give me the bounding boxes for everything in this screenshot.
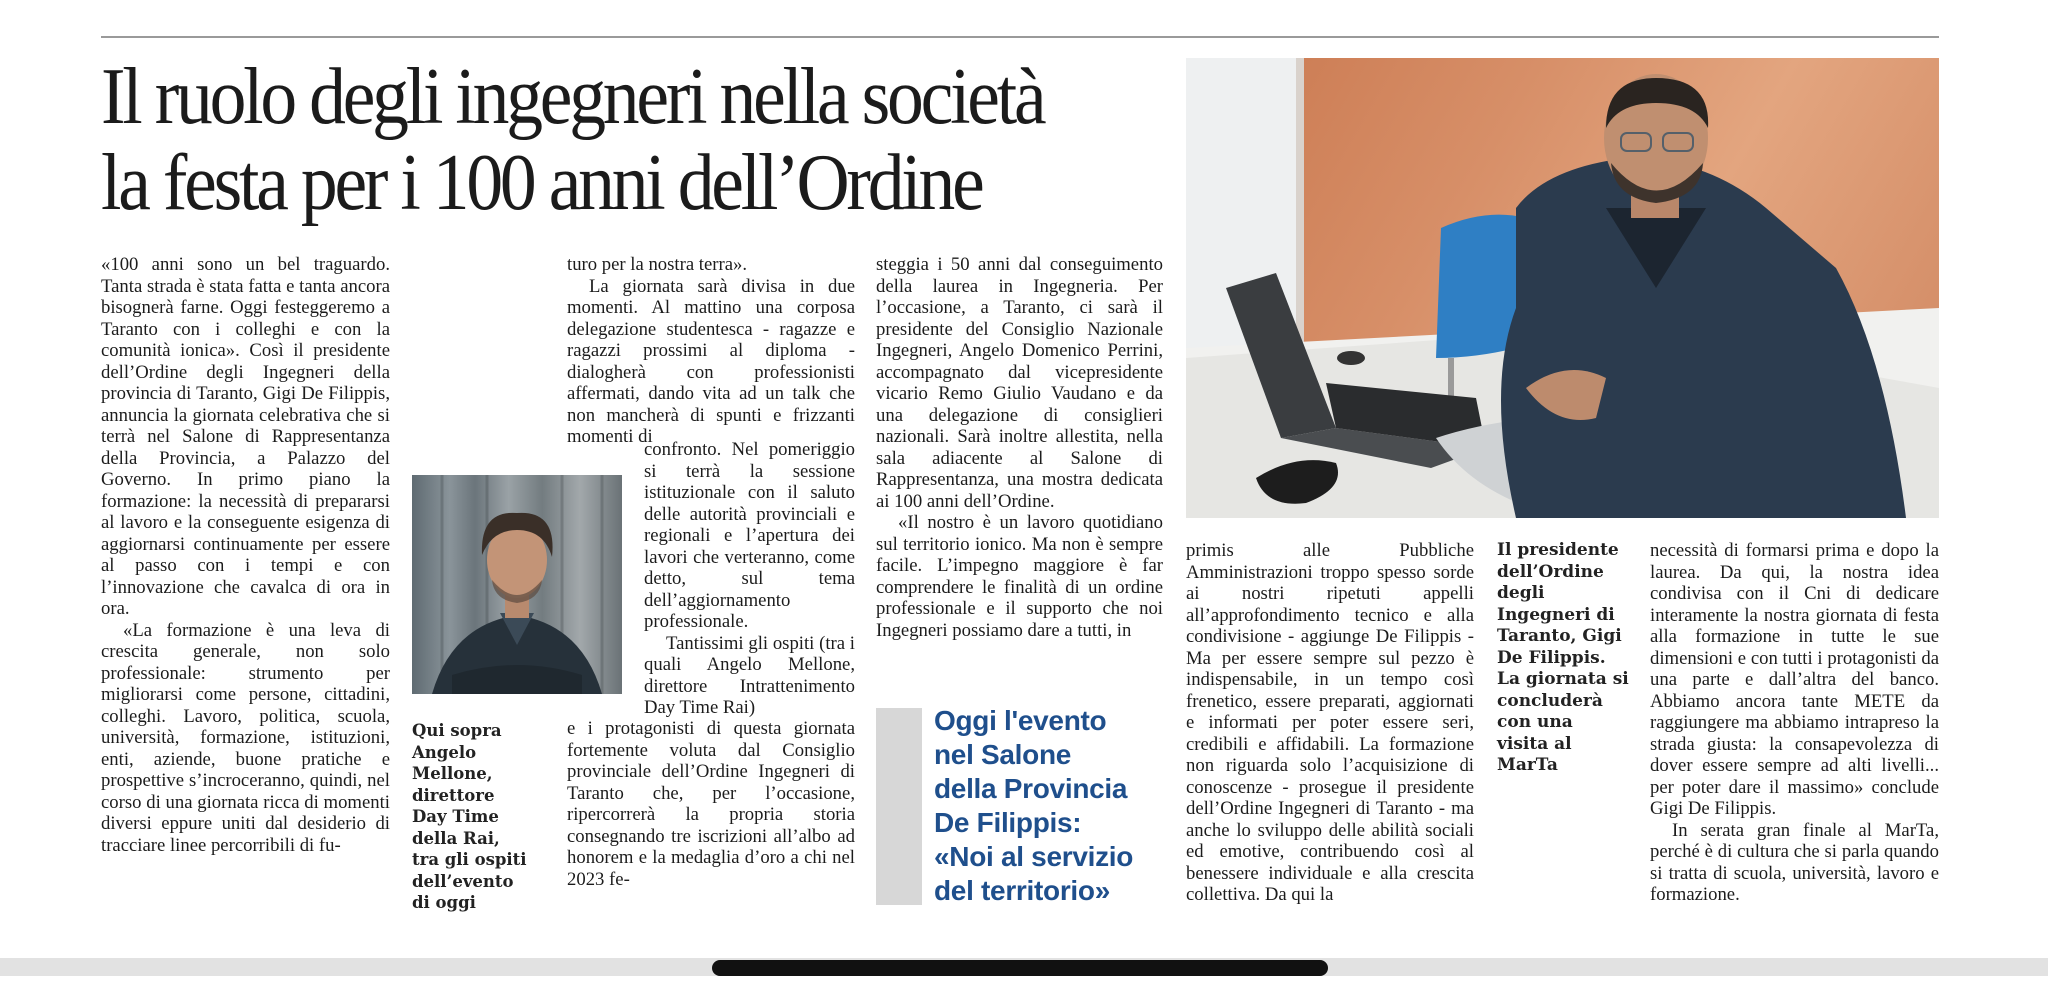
article-column-3: [876, 254, 1163, 641]
paragraph: «100 anni sono un bel traguardo. Tanta strada è stata fatta e tanta ancora bisognerà farne. Oggi festeggeremo a Taranto con i colleghi e con la comunità ionica». Così il presidente dell’Ordine degli Ingegneri della provincia di Taranto, Gigi De Filippis, annuncia la giornata celebrativa che si terrà nel Salone di Rappresentanza della Provincia, a Palazzo del Governo. In primo piano la formazione: la necessità di prepararsi al lavoro e la conseguente esigenza di aggiornarsi continuamente per essere al passo con i tempi e con l’innovazione che cavalca di ora in ora.: [101, 254, 390, 619]
article-column-4: [1186, 540, 1474, 906]
article-column-2-top: [567, 254, 855, 448]
pullquote-line: «Noi al servizio: [934, 841, 1134, 872]
pullquote-line: Oggi l'evento: [934, 705, 1107, 736]
photo-angelo-mellone: [412, 475, 622, 694]
pullquote-line: De Filippis:: [934, 807, 1082, 838]
pullquote-line: del territorio»: [934, 875, 1110, 906]
photo-gigi-de-filippis: [1186, 58, 1939, 518]
caption-photo-small: Qui sopra Angelo Mellone, direttore Day Time della Rai, tra gli ospiti dell’evento di oggi: [412, 721, 527, 912]
paragraph: In serata gran finale al MarTa, perché è di cultura che si parla quando si tratta di scuola, università, lavoro e formazione.: [1650, 819, 1939, 905]
article-column-2-middle: [644, 439, 855, 719]
paragraph: turo per la nostra terra».: [567, 254, 748, 275]
headline-line-1: Il ruolo degli ingegneri nella società: [101, 53, 1044, 141]
portrait-illustration: [412, 475, 622, 694]
top-rule: [101, 36, 1939, 38]
paragraph: necessità di formarsi prima e dopo la laurea. Da qui, la nostra idea condivisa con il Cni di dedicare interamente la nostra giornata di festa alla formazione in tutte le sue dimensioni e con tutti i protagonisti da una parte e dall’altra del banco. Abbiamo ancora tante METE da raggiungere ma abbiamo intrapreso la strada giusta: la consapevolezza di dover essere sempre ad alti livelli... per poter dare il massimo» conclude Gigi De Filippis.: [1650, 540, 1939, 819]
article-column-1: [101, 254, 390, 856]
office-photo-illustration: [1186, 58, 1939, 518]
headline-line-2: la festa per i 100 anni dell’Ordine: [101, 139, 982, 227]
pullquote-line: della Provincia: [934, 773, 1128, 804]
paragraph: «Il nostro è un lavoro quotidiano sul territorio ionico. Ma non è sempre facile. L’impegno maggiore è far comprendere le finalità di un ordine professionale e il supporto che noi Ingegneri possiamo dare a tutti, in: [876, 512, 1163, 641]
paragraph: e i protagonisti di questa giornata fortemente voluta dal Consiglio provinciale dell’Ordine Ingegneri di Taranto che, per l’occasione, ripercorrerà la propria storia consegnando tre iscrizioni all’albo ad honorem e la medaglia d’oro a chi nel 2023 fe-: [567, 718, 855, 890]
paragraph: La giornata sarà divisa in due momenti. Al mattino una corposa delegazione studentesca - ragazze e ragazzi prossimi al diploma - dialogherà con professionisti affermati, dando vita ad un talk che non mancherà di spunti e frizzanti momenti di: [567, 275, 855, 447]
headline: [101, 54, 1095, 226]
paragraph: primis alle Pubbliche Amministrazioni troppo spesso sorde ai nostri ripetuti appelli all’approfondimento tecnico e alla condivisione - aggiunge De Filippis - Ma per essere sempre sul pezzo è indispensabile, in un tempo così frenetico, essere preparati, aggiornati e informati per poter essere seri, credibili e affidabili. La formazione non riguarda solo l’acquisizione di conoscenze - prosegue il presidente dell’Ordine Ingegneri di Taranto - ma anche lo sviluppo delle abilità sociali ed emotive, contribuendo così al benessere individuale e alla crescita collettiva. Da qui la: [1186, 540, 1474, 905]
paragraph: confronto. Nel pomeriggio si terrà la sessione istituzionale con il saluto delle autorità provinciali e regionali e l’apertura dei lavori che verteranno, come detto, sul tema dell’aggiornamento professionale.: [644, 439, 855, 632]
article-column-2-bottom: [567, 718, 855, 890]
paragraph: Tantissimi gli ospiti (tra i quali Angelo Mellone, direttore Intrattenimento Day Time Rai): [644, 632, 855, 718]
paragraph: steggia i 50 anni dal conseguimento della laurea in Ingegneria. Per l’occasione, a Taranto, ci sarà il presidente del Consiglio Nazionale Ingegneri, Angelo Domenico Perrini, accompagnato dal vicepresidente vicario Remo Giulio Vaudano e da una delegazione di consiglieri nazionali. Sarà inoltre allestita, nella sala adiacente al Salone di Rappresentanza, una mostra dedicata ai 100 anni dell’Ordine.: [876, 254, 1163, 512]
pullquote-line: nel Salone: [934, 739, 1072, 770]
horizontal-scrollbar-thumb[interactable]: [712, 960, 1328, 976]
caption-photo-big: Il presidente dell’Ordine degli Ingegneri di Taranto, Gigi De Filippis. La giornata si concluderà con una visita al MarTa: [1497, 540, 1629, 775]
pullquote-bar: [876, 708, 922, 905]
pullquote: [934, 704, 1174, 908]
paragraph: «La formazione è una leva di crescita generale, non solo professionale: strumento per migliorarsi come persone, cittadini, colleghi. Lavoro, politica, scuola, università, formazione, istituzioni, enti, aziende, buone pratiche e prospettive s’incroceranno, quindi, nel corso di una giornata ricca di momenti diversi eppure uniti dal desiderio di tracciare linee percorribili di fu-: [101, 619, 390, 856]
article-column-5: [1650, 540, 1939, 906]
